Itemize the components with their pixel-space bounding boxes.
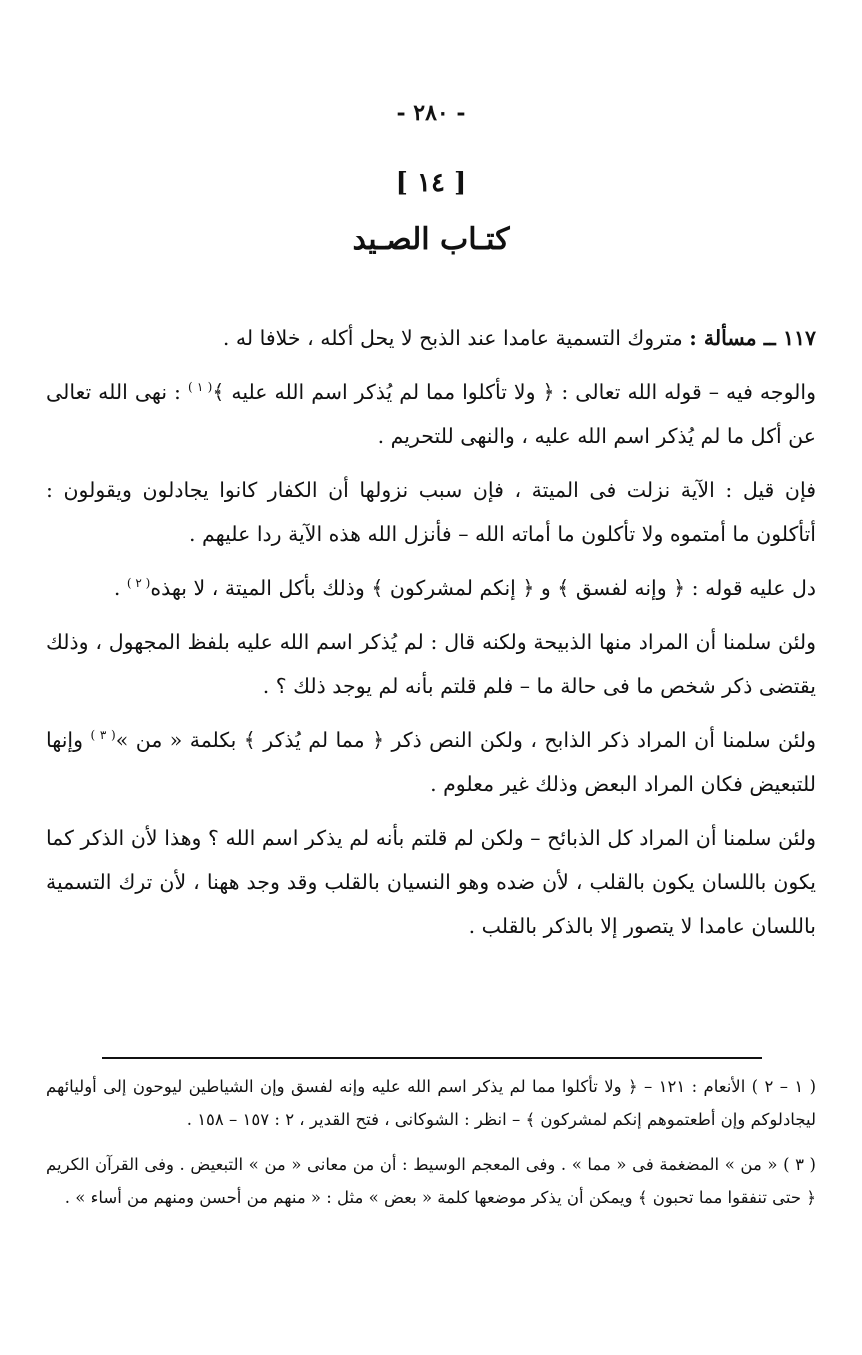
paragraph-2-rest: : نهى الله تعالى عن أكل ما لم يُذكر اسم الله عليه ، والنهى للتحريم . (46, 380, 816, 448)
paragraph-4-rest: . (113, 576, 127, 600)
paragraph-2-text: والوجه فيه – قوله الله تعالى : ﴿ ولا تأكلوا مما لم يُذكر اسم الله عليه ﴾ (212, 380, 817, 404)
footnote-ref-2: ( ٢ ) (126, 576, 151, 591)
paragraph-6-text: ولئن سلمنا أن المراد ذكر الذابح ، ولكن النص ذكر ﴿ مما لم يُذكر ﴾ بكلمة « من » (115, 728, 816, 752)
paragraph-2 (46, 370, 816, 458)
footnote-ref-1: ( ١ ) (187, 380, 213, 395)
footnote-divider (102, 1057, 762, 1059)
chapter-number: [ ١٤ ] (395, 168, 467, 198)
footnote-ref-3: ( ٣ ) (90, 728, 116, 743)
footnote-1: ( ١ – ٢ ) الأنعام : ١٢١ – ﴿ ولا تأكلوا مما لم يذكر اسم الله عليه وإنه لفسق وإن الشياطين ليوحون إلى أوليائهم ليجادلوكم وإن أطعتموهم إنكم لمشركون ﴾ – انظر : الشوكانى ، فتح القدير ، ٢ : ١٥٧ – ١٥٨ . (46, 1077, 817, 1129)
paragraph-1 (46, 316, 816, 360)
paragraph-3: فإن قيل : الآية نزلت فى الميتة ، فإن سبب نزولها أن الكفار كانوا يجادلون ويقولون : أتأكلون ما أمتموه ولا تأكلون ما أماته الله – فأنزل الله هذه الآية ردا عليهم . (46, 478, 816, 546)
paragraph-6-rest: وإنها للتبعيض فكان المراد البعض وذلك غير معلوم . (46, 728, 816, 796)
chapter-title: كتـاب الصـيد (352, 222, 510, 257)
paragraph-7: ولئن سلمنا أن المراد كل الذبائح – ولكن لم قلتم بأنه لم يذكر اسم الله ؟ وهذا لأن الذكر كما يكون باللسان يكون بالقلب ، لأن ضده وهو النسيان بالقلب وقد وجد ههنا ، لأن ترك التسمية باللسان عامدا لا يتصور إلا بالذكر بالقلب . (46, 826, 816, 938)
paragraph-5: ولئن سلمنا أن المراد منها الذبيحة ولكنه قال : لم يُذكر اسم الله عليه بلفظ المجهول ، وذلك يقتضى ذكر شخص ما فى حالة ما – فلم قلتم بأنه لم يوجد ذلك ؟ . (46, 630, 816, 698)
body-text (46, 316, 816, 958)
paragraph-4-text: دل عليه قوله : ﴿ وإنه لفسق ﴾ و ﴿ إنكم لمشركون ﴾ وذلك بأكل الميتة ، لا بهذه (150, 576, 816, 600)
footnotes (46, 1070, 816, 1226)
footnote-2: ( ٣ ) « من » المضغمة فى « مما » . وفى المعجم الوسيط : أن من معانى « من » التبعيض . وفى القرآن الكريم ﴿ حتى تنفقوا مما تحبون ﴾ ويمكن أن يذكر موضعها كلمة « بعض » مثل : « منهم من أحسن ومنهم من أساء » . (46, 1155, 816, 1207)
paragraph-1-text: متروك التسمية عامدا عند الذبح لا يحل أكله ، خلافا له . (222, 326, 690, 350)
paragraph-6 (46, 718, 816, 806)
issue-label: ١١٧ ــ مسألة : (689, 326, 816, 350)
paragraph-4 (46, 566, 816, 610)
page-number: - ٢٨٠ - (396, 100, 466, 126)
